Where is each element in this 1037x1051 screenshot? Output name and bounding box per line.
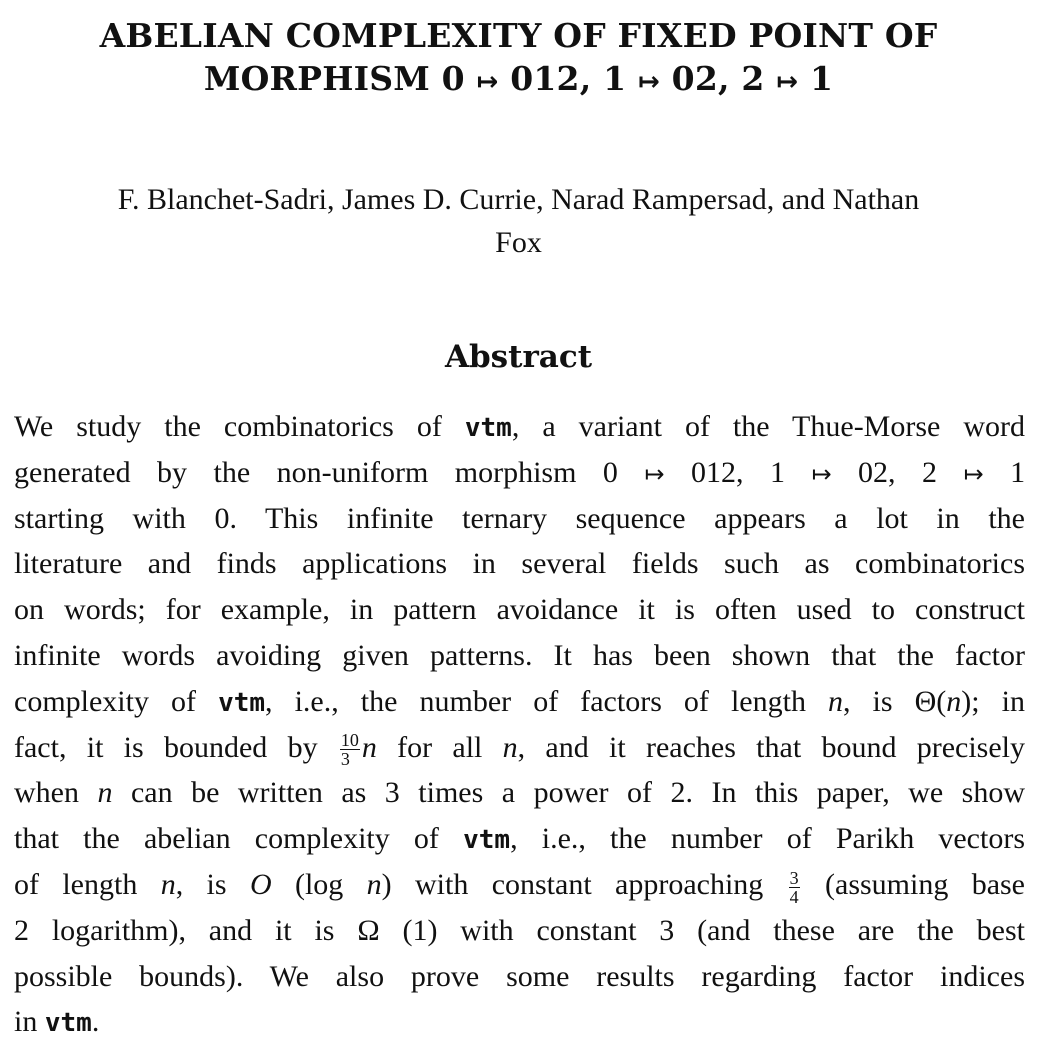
abstract-line: 2 logarithm), and it is Ω (1) with constant 3 (and these are the best [14, 913, 1025, 947]
abstract-line: literature and finds applications in several fields such as combinatorics [14, 547, 1025, 581]
text: can be written as 3 times a power of 2. In this paper, we show [112, 776, 1025, 810]
text: ) with constant approaching [381, 867, 787, 901]
authors-line-2: Fox [495, 226, 542, 259]
math-big-o: O [249, 867, 272, 901]
fraction-numerator: 3 [789, 867, 799, 888]
abstract-heading: Abstract [444, 339, 593, 375]
title-morphism-part-2: 02, 2 [671, 59, 765, 98]
text: 012, 1 [690, 455, 785, 489]
mapsto-symbol: ↦ [644, 459, 665, 488]
fraction-denominator: 4 [789, 886, 799, 907]
text: that the abelian complexity of [14, 822, 464, 856]
abstract-line [14, 679, 1025, 725]
vtm-term: vtm [463, 825, 511, 856]
text: (log [271, 867, 367, 901]
vtm-term: vtm [44, 1008, 92, 1039]
text: for all [376, 730, 503, 764]
abstract-line [14, 725, 1025, 771]
math-n: n [97, 776, 113, 810]
fraction-numerator: 10 [340, 730, 359, 751]
math-n: n [946, 684, 962, 718]
text: , is Θ( [843, 684, 947, 718]
mapsto-symbol: ↦ [637, 67, 660, 97]
abstract-body [14, 404, 1025, 1045]
abstract-line [14, 999, 1025, 1045]
mapsto-symbol: ↦ [963, 459, 984, 488]
author-list [0, 178, 1037, 264]
text: 1 [1010, 455, 1026, 489]
text: in [14, 1005, 45, 1039]
mapsto-symbol: ↦ [776, 67, 799, 97]
text: generated by the non-uniform morphism 0 [14, 455, 618, 489]
abstract-line: starting with 0. This infinite ternary sequence appears a lot in the [14, 501, 1025, 535]
abstract-line: possible bounds). We also prove some results regarding factor indices [14, 959, 1025, 993]
abstract-line [14, 770, 1025, 816]
text: ); in [961, 684, 1025, 718]
vtm-term: vtm [464, 413, 512, 443]
mapsto-symbol: ↦ [811, 459, 832, 488]
text: fact, it is bounded by [14, 730, 338, 764]
text: , is [175, 867, 250, 901]
abstract-line [14, 862, 1025, 908]
fraction-denominator: 3 [340, 749, 350, 770]
abstract-line [14, 816, 1025, 862]
title-morphism-prefix: MORPHISM 0 [203, 59, 465, 98]
title-morphism-part-1: 012, 1 [510, 59, 627, 98]
text: . [91, 1005, 100, 1039]
paper-title [0, 14, 1037, 104]
text: 02, 2 [858, 455, 938, 489]
text: when [14, 776, 98, 810]
text: of length [14, 867, 161, 901]
abstract-line [14, 404, 1025, 450]
math-n: n [366, 867, 382, 901]
title-line-2 [204, 59, 833, 98]
authors-line-1: F. Blanchet-Sadri, James D. Currie, Narad Rampersad, and Nathan [117, 183, 920, 216]
math-n: n [828, 684, 843, 718]
text: , i.e., the number of Parikh vectors [510, 822, 1025, 856]
fraction-ten-thirds [340, 731, 360, 768]
text: , i.e., the number of factors of length [265, 684, 828, 718]
title-morphism-end: 1 [809, 59, 834, 98]
abstract-line: on words; for example, in pattern avoidance it is often used to construct [14, 593, 1025, 627]
abstract-line: infinite words avoiding given patterns. It has been shown that the factor [14, 638, 1025, 672]
text: We study the combinatorics of [14, 410, 465, 443]
math-n: n [502, 730, 518, 764]
abstract-line [14, 450, 1025, 496]
text: , and it reaches that bound precisely [517, 730, 1026, 764]
fraction-three-quarters [789, 869, 800, 906]
text: complexity of [14, 684, 219, 718]
vtm-term: vtm [218, 687, 266, 718]
math-n: n [361, 730, 377, 764]
math-n: n [160, 867, 176, 901]
text: , a variant of the Thue-Morse word [511, 410, 1025, 443]
text: (assuming base [801, 867, 1026, 901]
mapsto-symbol: ↦ [476, 67, 499, 97]
title-line-1: ABELIAN COMPLEXITY OF FIXED POINT OF [99, 16, 938, 55]
